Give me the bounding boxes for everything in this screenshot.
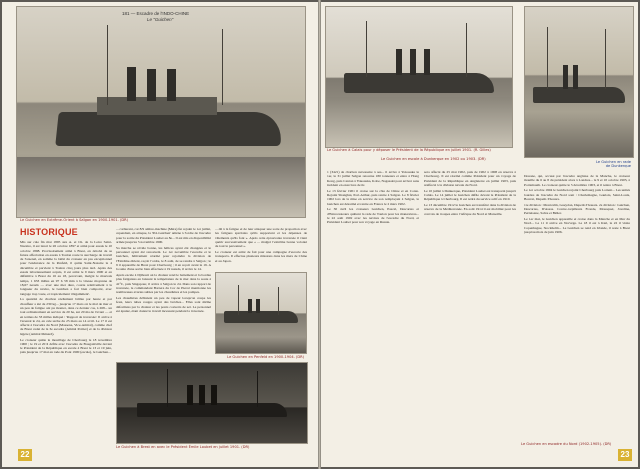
page-number: 23 xyxy=(618,449,632,461)
photo-guichen-brest xyxy=(116,362,308,444)
paragraph: ... carburant, car 8/9 ambre-machine (Mère) fut rejoint le 1er juillet, cependant, en attaque, la 'Pré-Guichen' amène à l'ordre de l'escadre pour la sortie du Président Loubet au 8e... Il est mis en disponibilité armée jusqu'au 5 novembre 1900. xyxy=(116,227,211,244)
paragraph: Le 1er octobre 1904 le Guichen rejoint Cherbourg puis Lorient... Les unités lourdes de l'escadre du Nord sont : Charlemagne, Gaulois, Saint-Louis, Bouvet, Dupetit-Thouars. xyxy=(524,188,630,201)
paragraph: La quantité de charbon réellement brûlée par heure et par chauffeur a été de 230 kg... jusqu'au 17 mars où le mal de mer et un peu de fatigue ont pu monter, dans ce dernier cas, à 268... un tout ordinairement en service de 20 ha, sur 20 ma de l'avant — et en termes de 33 milles indiqué : 'Rapport de traversée'. Il arrive à l'arsenal le 24, en cale sèche du 25 mars au 14 avril. Le 17 il est affecté à l'escadre du Nord (Massena, Vice-Amiral), comme chef de Brest cadet de la 3e escadre (Amiral Pottier) et de la division légère (Amiral Ménard). xyxy=(20,297,112,336)
paragraph: Le 1er mai, le Guichen appareille et croise dans la Manche et en Mer du Nord... Le 11 il arrive en Norvège. Le 18 il est à Kiel, le 22 il visite Copenhague, Stockholm... Le Guichen se rend en Irlande, il reste à Brest jusqu'au mois de juin 1906. xyxy=(524,217,630,235)
paragraph: Le 10 juillet à Dunkerque, Président Loubet est transporté jusqu'à Calais. Le 14 juillet le Guichen défile devant le Président de la République à Cherbourg. Il est retiré du service actif en 1910. xyxy=(424,188,516,202)
paragraph: Après escale à Djibouti où la chaleur rend le battement et la bordée plus fatigantes en laissant la température de la mer dans la soute à 41°C, puis Singapour, il arrive à Saïgon le 24. Dans son rapport de traversée, le commandant Barrera du Cor de Piercé mentionne les nombreuses avaries subies par les chaudières et les pompes. xyxy=(116,272,211,295)
paragraph: Le 13 février 1901 il croise sur la côte de Chine et en Corée. Rejoint Shanghai, Port-Arthur, puis rentre à Saïgon. Le 8 février 1902 lors de la mise en service de son remplaçant à Saïgon, le Guichen est désarmé et rentre en France le 2 mars 1902. xyxy=(327,188,419,206)
photo-guichen-dunkerque-escale xyxy=(325,152,511,172)
text-column-1 xyxy=(327,170,419,455)
photo-guichen-saigon xyxy=(16,6,306,218)
text-column-3 xyxy=(215,227,307,267)
photo-caption: Le Guichen à Calais pour y déposer le Président de la République en juillet 1901. (R. Gilles) xyxy=(327,148,491,152)
text-column-1 xyxy=(20,240,112,452)
caption-line: Le Guichen en rade xyxy=(595,160,631,164)
photo-guichen-dunkerque-rade xyxy=(524,6,634,158)
paragraph: Le croiseur est armé de fait pour une campagne d'escorte des transports. Il effectue plusieurs missions dans les mers de Chine et au Japon. xyxy=(215,249,307,263)
paragraph: Le 30 avril les croiseurs Guichen, Pascal, Descartes et d'Entrecasteaux quittent la rade de Toulon pour les manœuvres... le 22 août 1902 avec les navires de l'escadre du Nord, et Président Loubet pour son voyage en Russie. xyxy=(327,207,419,225)
paragraph: Mis sur cale fin mai 1895 aux A. et Ch. de la Loire Saint-Nazaire, il est lancé le 26 octobre 1897 et armé pour essais le 10 octobre 1898. Provisoirement armé à Brest, en dérobé de sa future affectation en essais à Toulon route la surcharge de travail de l'arsenal, en somme la laitlé du croiseur en pas exceptionnel pour l'endurance de la Penfeld, il quitte Saint-Nazaire le 4 décembre et parvient à Toulon cinq jours plus tard. Après des essais laborieusement acquis, il est armé le 9 mars 1900 et en définitive à Brest du 16 au 18, percevant, malgré le mauvais temps, 1 633 milles en 97 h 58 min à la vitesse moyenne de 18,67 nœuds — avec une mer dure, courte relativement à la longueur du navire, le Guichen a fort bien comporté, avec tangage trop vaste, et tropicalement 'élégamment'. xyxy=(20,240,112,296)
photo-caption: Le Guichen en Penfeld en 1900-1904. (DR) xyxy=(227,355,304,359)
text-column-2 xyxy=(116,227,211,347)
photo-caption: Le Guichen en escale à Dunkerque en 1902 ou 1903. (DR) xyxy=(381,157,486,161)
paragraph: ... dû à la fatigue et de leur attaquer une sorte de proportion avec les fatigues spéciales qu'ils supportent et les dépenses de vêtements qu'ils font ». Après cette éprouvante traversée il vient quérir successivement que « ... malgré l'extrême bonne volonté de tout le personnel ». xyxy=(215,227,307,249)
paragraph: Sa marche se révèle bonne, les hélices ayant été changées et le personnel ayant été renouvelé. Le 1er novembre l'escadre et le Guichen, hâtivement réarmé pour rejoindre la division de l'Extrême-Orient, reçoit l'ordre, le 8 août, de se rendre à Saïgon ; le 9 il appareille de Brest pour Cherbourg ; il en reçoit avant le 19. A la suite d'une sortie bien effectuée à 19 nœuds, il arrive le 14. xyxy=(116,245,211,272)
paragraph: Les chaudières déblaient un peu de vapeur lorsqu'on coupe les feux, leurs tubes rouges ayant des brèches... Elles sont même déformées par la chaleur et les ponts couverts de sel. Le personnel est épuisé, étant donné le travail incessant pendant la traversée. xyxy=(116,295,211,313)
photo-title-line1: 181 — Escadre de l'INDO-CHINE xyxy=(122,11,190,16)
page-number: 22 xyxy=(18,449,32,461)
photo-caption: Le Guichen en Extrême-Orient à Saïgon en 1900-1901. (DR) xyxy=(20,218,129,222)
right-page xyxy=(321,2,638,467)
caption-line: de Dunkerque xyxy=(605,164,631,169)
photo-caption: Le Guichen en escadre du Nord (1902-1905). (DR) xyxy=(521,442,612,446)
paragraph: Le 13 décembre 1912 le Guichen est transféré dans la division de réserve de la Méditerranée. En août 1914 il est mobilisé pour les convois de troupes entre l'Afrique du Nord et Marseille. xyxy=(424,203,516,216)
photo-guichen-calais xyxy=(325,6,513,148)
photo-guichen-penfeld xyxy=(215,272,307,354)
paragraph: Le croiseur quitte le mouillage de Cherbourg le 18 novembre 1900 ; le 19 et 20 il défile avec l'escadre de Bougainville devant le Président de la République en escale à Brest le 13 et 19 juin, puis jusqu'au 17 mai en rade du Pont 1900 (escale), le Guichen... xyxy=(20,337,112,355)
paragraph: sera affecté du 25 mai 1902, puis de 1902 à 1908 en réserve à Cherbourg. Il est réarmé comme Président pour un voyage de Président de la République en Angleterre en juillet 1903, puis réaffecté à la division navale du Nord. xyxy=(424,170,516,187)
text-column-2 xyxy=(424,170,516,455)
section-heading: HISTORIQUE xyxy=(20,227,78,237)
photo-title-line2: Le "Guichen" xyxy=(147,17,174,22)
left-page xyxy=(2,2,318,467)
paragraph: 1re division : Montcalm, Gueydon, Dupetit-Thouars. 2e division : Guichen, Descartes, D'Assas. Contre-torpilleurs Fronde, Mousquet, Javeline, Pertuisane, Sabre et Bélier. xyxy=(524,202,630,216)
paragraph: 1 (3421) de charbon nécessaire à ses... il arrive à Yokosuka le 1er, le 31 juillet Saïgon retourne 180 tonneaux et entre à Hong Kong, puis Canton à Yokosuka, Kobe, Nagasaki pour arriver sans incident en exercices de tir. xyxy=(327,170,419,187)
photo-caption: Le Guichen à Brest en avec le Président Émile Loubet en juillet 1901. (DR) xyxy=(116,445,250,449)
ship-hull xyxy=(55,112,284,146)
text-column-3 xyxy=(524,174,630,429)
paragraph: Douane, qui, accusé par l'escadre anglaise de la Manche, le croiseur mouille du 6 au 8 du président alors à Londres... le 9 et 10 octobre 1903, à Portsmouth. Le croiseur quitte le 5 décembre 1903, et il rentre à Brest. xyxy=(524,174,630,187)
photo-caption xyxy=(551,160,631,169)
